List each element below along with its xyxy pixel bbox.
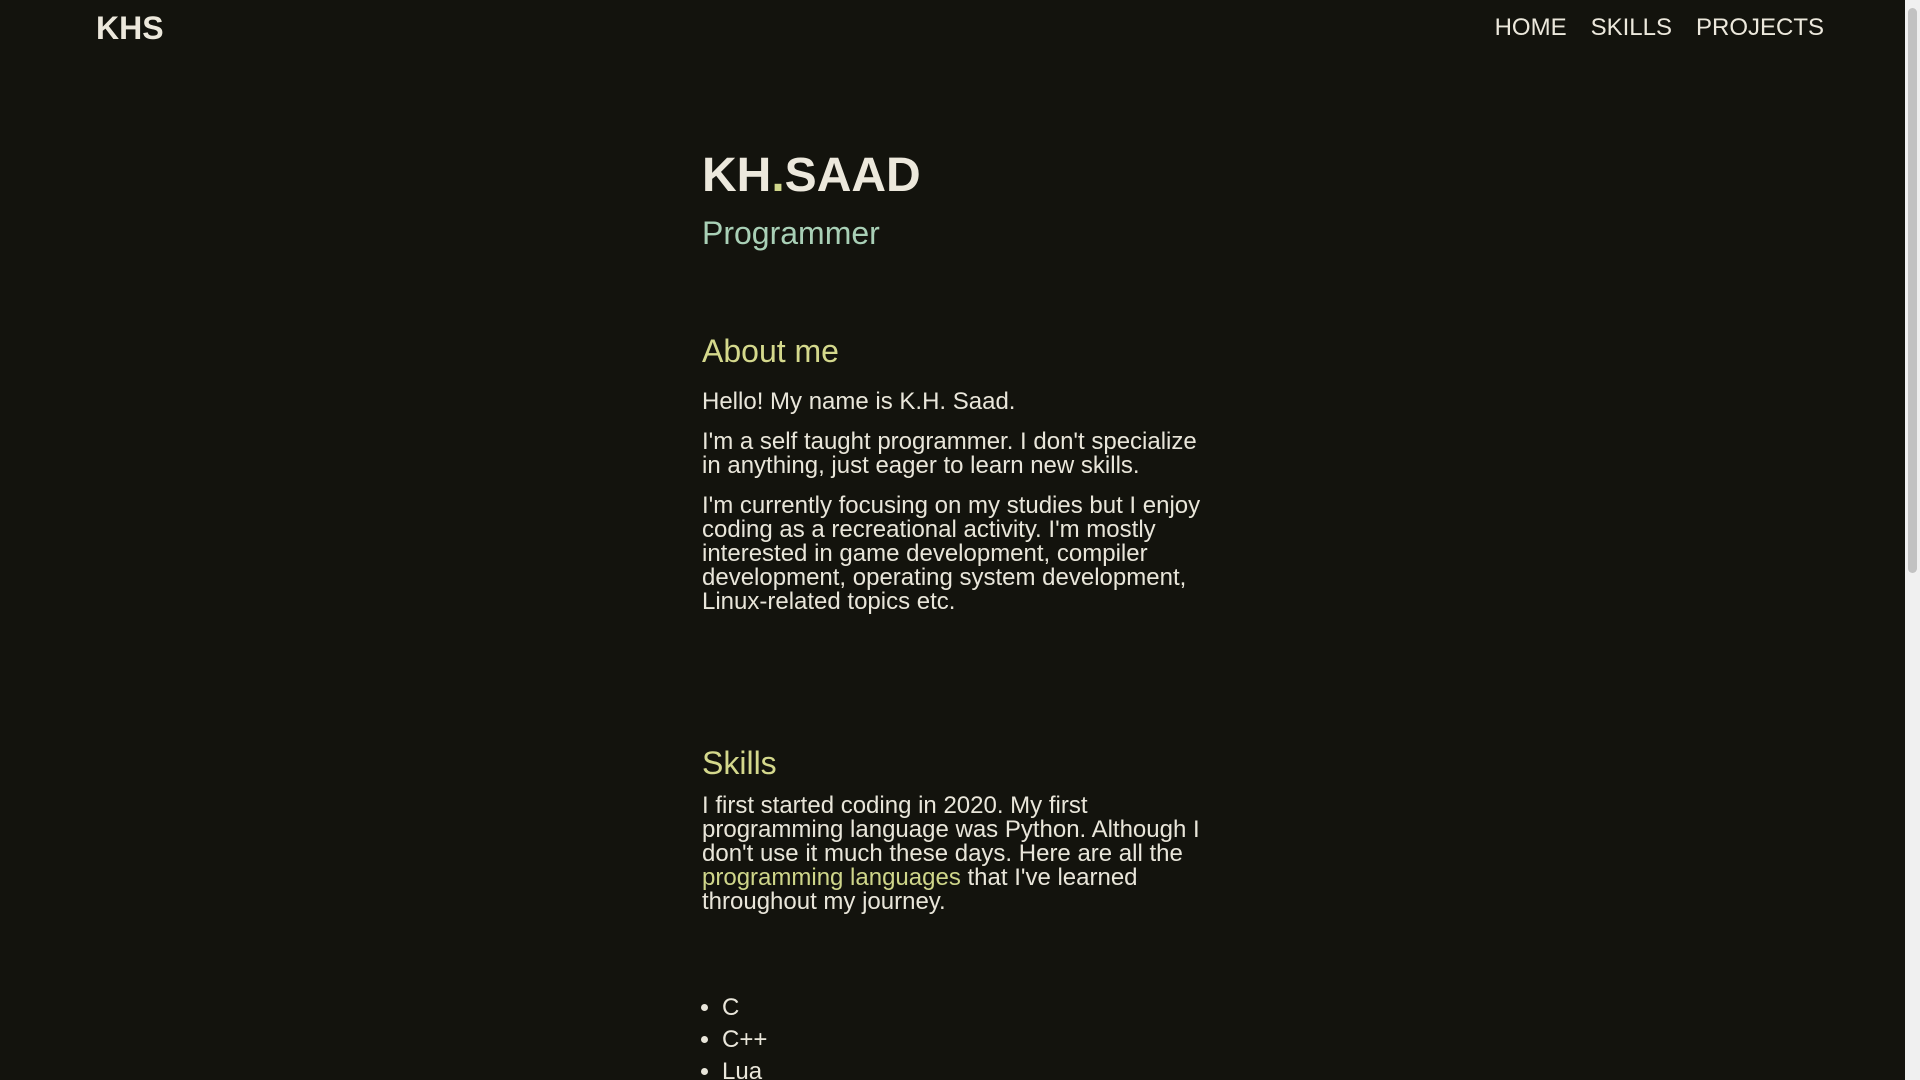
nav-link-skills[interactable]: SKILLS xyxy=(1590,14,1672,41)
nav-links xyxy=(1495,13,1824,43)
skill-item-cpp: • C++ xyxy=(722,1024,1212,1056)
skills-intro-text: I first started coding in 2020. My first programming language was Python. Although I don't use it much these days. Here are all the xyxy=(702,792,1200,867)
hero-name-last: SAAD xyxy=(784,149,921,202)
about-paragraph: I'm a self taught programmer. I don't specialize in anything, just eager to learn new skills. xyxy=(702,428,1197,479)
about-paragraph: Hello! My name is K.H. Saad. xyxy=(702,388,1016,415)
skills-title: Skills xyxy=(702,745,777,781)
about-paragraph: I'm currently focusing on my studies but I enjoy coding as a recreational activity. I'm mostly interested in game development, compiler development, operating system development, Linux-related topics etc. xyxy=(702,492,1201,615)
skills-intro-text-end: that I've learned throughout my journey. xyxy=(702,864,1138,915)
hero-role: Programmer xyxy=(702,215,880,251)
skill-item-c: • C xyxy=(722,992,1212,1024)
about-title: About me xyxy=(702,333,839,369)
about-section xyxy=(702,332,1212,614)
skill-item-lua: • Lua xyxy=(722,1056,1212,1080)
programming-languages-link[interactable]: programming languages xyxy=(702,864,961,891)
skills-intro xyxy=(702,794,1212,914)
navbar xyxy=(0,0,1905,56)
hero-section xyxy=(702,148,1212,252)
skills-section xyxy=(702,744,1212,1080)
scrollbar-thumb[interactable] xyxy=(1908,8,1917,573)
nav-link-home[interactable]: HOME xyxy=(1494,14,1567,41)
vertical-scrollbar[interactable] xyxy=(1905,0,1920,1080)
hero-name xyxy=(702,148,1212,204)
main-content xyxy=(702,148,1212,1080)
nav-link-projects[interactable]: PROJECTS xyxy=(1695,14,1824,41)
skill-list xyxy=(702,992,1212,1080)
hero-name-dot: . xyxy=(771,149,785,202)
hero-name-first: KH xyxy=(702,149,772,202)
brand-logo-link[interactable]: KHS xyxy=(96,10,164,46)
